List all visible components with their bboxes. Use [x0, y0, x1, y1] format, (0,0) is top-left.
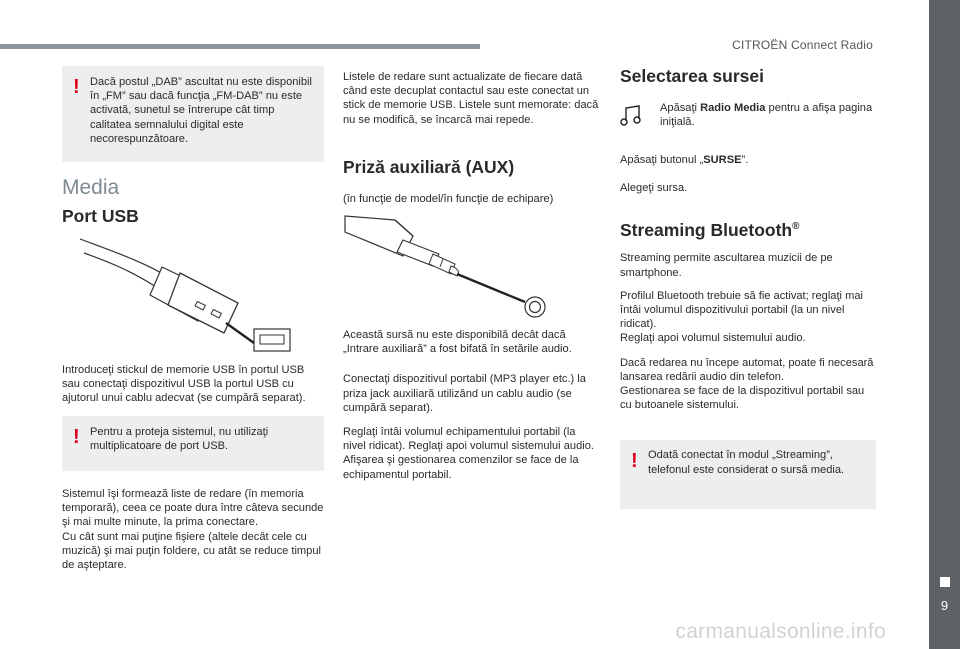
page-sidebar: [929, 0, 960, 649]
bt-profile: Profilul Bluetooth trebuie să fie activat; reglaţi mai întâi volumul dispozitivului portabil (la un nivel ridicat). Reglaţi apoi volumul sistemului audio.: [620, 289, 863, 345]
section-title-media: Media: [62, 176, 120, 200]
jack-plug-illustration: [343, 214, 601, 322]
warning-icon: !: [631, 450, 638, 473]
usb-plug-illustration: [62, 233, 324, 353]
bt-intro: Streaming permite ascultarea muzicii de pe smartphone.: [620, 252, 833, 279]
note-usb-text: Pentru a proteja sistemul, nu utilizaţi multiplicatoare de port USB.: [90, 425, 269, 452]
playlist-text: Sistemul îşi formează liste de redare (în memoria temporară), ceea ce poate dura între câteva secunde şi mai multe minute, la prima conectare. Cu cât sunt mai puţine fişiere (altele decât cele cu muzică) şi mai puţin foldere, cu atât se reduce timpul de aşteptare.: [62, 488, 324, 572]
watermark: carmanualsonline.info: [675, 620, 886, 643]
note-dab-text: Dacă postul „DAB” ascultat nu este disponibil în „FM” sau dacă funcţia „FM-DAB” nu este activată, sunetul se întrerupe cât timp calitatea semnalului digital este necorespunzătoare.: [90, 76, 312, 145]
usb-instruction: Introduceţi stickul de memorie USB în portul USB sau conectaţi dispozitivul USB la portul USB cu ajutorul unui cablu adecvat (se cumpără separat).: [62, 364, 306, 405]
warning-icon: !: [73, 76, 80, 98]
aux-connect: Conectaţi dispozitivul portabil (MP3 player etc.) la priza jack auxiliară utilizând un cablu audio (se cumpără separat).: [343, 373, 586, 414]
column-1: [62, 66, 324, 572]
radio-media-text: Apăsaţi Radio Media pentru a afişa pagina iniţială.: [660, 102, 873, 129]
continuation-mark: [940, 577, 950, 587]
radio-media-instruction: [620, 101, 876, 132]
column-2: [343, 70, 601, 482]
aux-volume: Reglaţi întâi volumul echipamentului portabil (la nivel ridicat). Reglaţi apoi volumul sistemului audio. Afişarea şi gestionarea comenzilor se face de la echipamentul portabil.: [343, 426, 594, 481]
aux-subtitle: (în funcţie de model/în funcţie de echipare): [343, 192, 554, 205]
heading-usb: Port USB: [62, 206, 139, 227]
note-usb: [62, 416, 324, 471]
note-streaming-text: Odată conectat în modul „Streaming”, telefonul este considerat o sursă media.: [648, 449, 845, 476]
playlist-update-text: Listele de redare sunt actualizate de fiecare dată când este decuplat contactul sau este conectat un stick de memorie USB. Listele sunt memorate: dacă nu se modifică, se încarcă mai repede.: [343, 71, 599, 126]
warning-icon: !: [73, 425, 80, 448]
note-dab: [62, 66, 324, 162]
header-title: CITROËN Connect Radio: [732, 38, 873, 52]
note-streaming: [620, 440, 876, 508]
surse-label: SURSE: [703, 154, 742, 166]
heading-bluetooth: Streaming Bluetooth®: [620, 220, 800, 241]
surse-instruction: Apăsaţi butonul „SURSE”.: [620, 154, 749, 166]
music-note-icon: [620, 105, 642, 127]
choose-source: Alegeţi sursa.: [620, 182, 688, 195]
heading-aux: Priză auxiliară (AUX): [343, 156, 515, 177]
bt-auto-play: Dacă redarea nu începe automat, poate fi necesară lansarea redării audio din telefon. Gestionarea se face de la dispozitivul portabil sau cu butoanele sistemului.: [620, 356, 874, 412]
header-rule: [0, 44, 480, 49]
heading-source: Selectarea sursei: [620, 66, 764, 86]
aux-availability: Această sursă nu este disponibilă decât dacă „Intrare auxiliară” a fost bifată în setările audio.: [343, 329, 572, 356]
radio-media-label: Radio Media: [700, 102, 766, 114]
column-3: [620, 66, 876, 509]
page-number: 9: [940, 598, 949, 613]
